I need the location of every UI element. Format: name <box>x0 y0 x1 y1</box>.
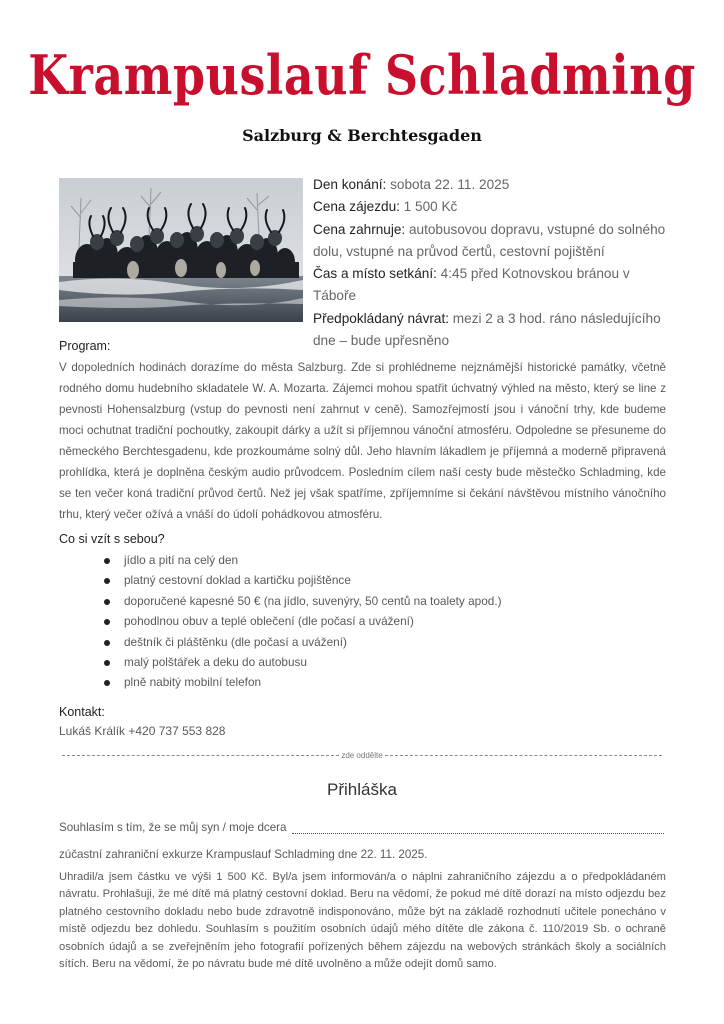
trip-info <box>313 174 673 352</box>
cut-line-label: zde oddělte <box>341 751 383 760</box>
cut-line <box>62 751 662 760</box>
cut-dash-left <box>62 755 339 756</box>
list-item: malý polštářek a deku do autobusu <box>59 652 502 672</box>
bring-list <box>59 550 502 693</box>
list-item: jídlo a pití na celý den <box>59 550 502 570</box>
info-includes: Cena zahrnuje: autobusovou dopravu, vstupné do solného dolu, vstupné na průvod čertů, cestovní pojištění <box>313 221 666 259</box>
program-label: Program: <box>59 339 111 353</box>
cut-dash-right <box>385 755 662 756</box>
list-item: platný cestovní doklad a kartičku pojištěnce <box>59 570 502 590</box>
program-text: V dopoledních hodinách dorazíme do města Salzburg. Zde si prohlédneme nejznámější historické památky, včetně rodného domu hudebního skladatele W. A. Mozarta. Zájemci mohou spatřit úchvatný výhled na město, který se line z pevnosti Hohensalzburg (vstup do pevnosti není zahrnut v ceně). Samozřejmostí jsou i vánoční trhy, kde budeme moci ochutnat tradiční pochoutky, zakoupit dárky a užít si příjemnou vánoční atmosféru. Odpoledne se přesuneme do německého Berchtesgadenu, kde prozkoumáme solný důl. Jeho hlavním lákadlem je příjemná a moderně připravená prohlídka, která je doplněna českým audio průvodcem. Posledním cílem naší cesty bude městečko Schladming, kde se ten večer koná tradiční průvod čertů. Než jej však spatříme, zpříjemníme si čekání návštěvou místního vánočního trhu, který večer ožívá a vnáší do údolí pohádkovou atmosféru. <box>59 361 666 521</box>
info-meeting: Čas a místo setkání: 4:45 před Kotnovskou bránou v Táboře <box>313 266 630 304</box>
declaration-text: Uhradil/a jsem částku ve výši 1 500 Kč. Byl/a jsem informován/a o náplni zahraničního zájezdu a o předpokládaném návratu. Prohlašuji, že mé dítě má platný cestovní doklad. Beru na vědomí, že pokud mé dítě dorazí na místo odjezdu bez platného cestovního dokladu nebo bude zdravotně indisponováno, může být na základě rozhodnutí učitele ponecháno v místě odjezdu bez dohledu. Souhlasím s použitím osobních údajů mého dítěte dle zákona č. 110/2019 Sb. o ochraně osobních údajů a se zveřejněním jeho fotografií pořízených během zájezdu na webových stránkách školy a sociálních sítích. Beru na vědomí, že po návratu bude mé dítě uvolněno a může odejít domů samo. <box>59 871 666 971</box>
child-name-field[interactable] <box>292 823 664 834</box>
page-title: Krampuslauf Schladming <box>28 43 696 107</box>
consent-text: Souhlasím s tím, že se můj syn / moje dcera <box>59 821 287 834</box>
contact-text: Lukáš Králík +420 737 553 828 <box>59 724 226 738</box>
participation-text: zúčastní zahraniční exkurze Krampuslauf Schladming dne 22. 11. 2025. <box>59 848 428 861</box>
contact-label: Kontakt: <box>59 705 105 719</box>
list-item: deštník či pláštěnku (dle počasí a uvážení) <box>59 632 502 652</box>
form-title: Přihláška <box>327 780 397 799</box>
list-item: plně nabitý mobilní telefon <box>59 672 502 692</box>
page-subtitle: Salzburg & Berchtesgaden <box>242 126 482 145</box>
bring-label: Co si vzít s sebou? <box>59 532 165 546</box>
consent-line <box>59 821 664 834</box>
info-price: Cena zájezdu: 1 500 Kč <box>313 199 458 215</box>
list-item: pohodlnou obuv a teplé oblečení (dle počasí a uvážení) <box>59 611 502 631</box>
info-date: Den konání: sobota 22. 11. 2025 <box>313 177 510 192</box>
list-item: doporučené kapesné 50 € (na jídlo, suvenýry, 50 centů na toalety apod.) <box>59 591 502 611</box>
info-return: Předpokládaný návrat: mezi 2 a 3 hod. ráno následujícího dne – bude upřesněno <box>313 310 661 349</box>
krampus-group-photo <box>59 178 303 322</box>
